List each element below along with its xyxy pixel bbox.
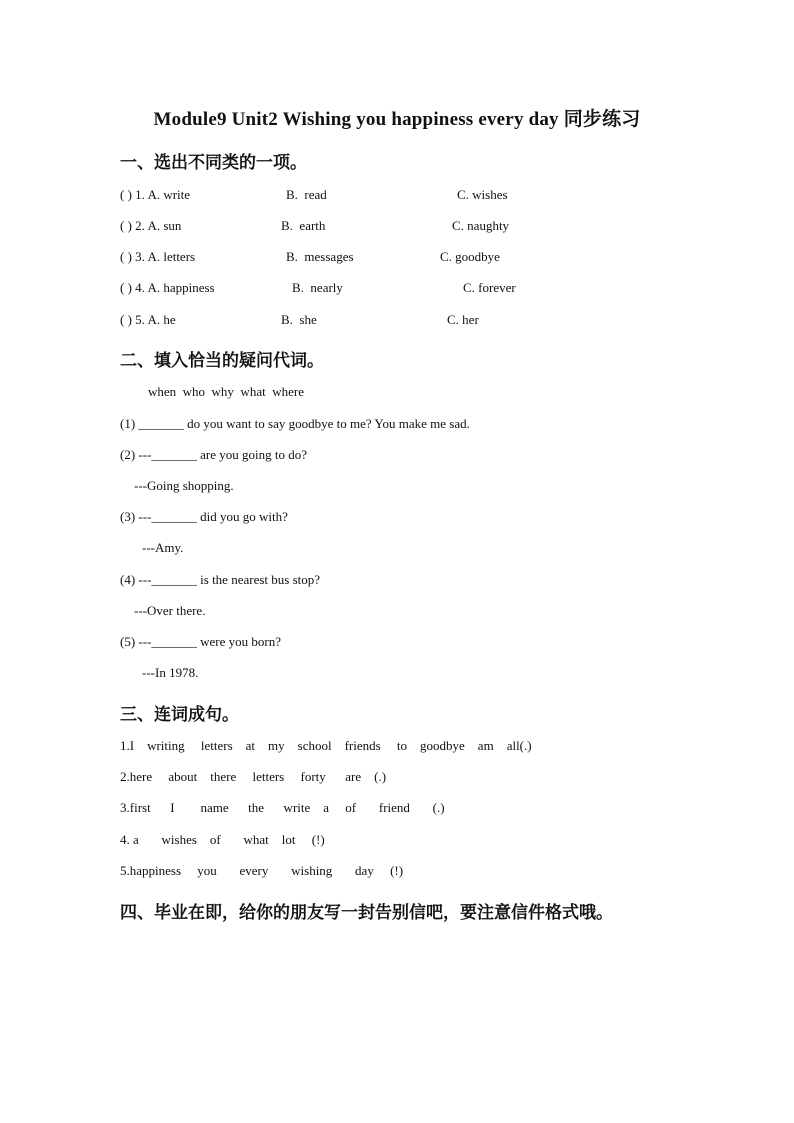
q1-4-option-b: B. nearly xyxy=(292,280,343,295)
sentence-line-3: 3.first I name the write a of friend (.) xyxy=(120,800,445,815)
q1-3-option-c: C. goodbye xyxy=(440,249,500,264)
sentence-line-2: 2.here about there letters forty are (.) xyxy=(120,769,387,784)
q1-5-option-c: C. her xyxy=(447,312,479,327)
q1-2-stem: ( ) 2. A. sun xyxy=(120,218,182,233)
sentence-line-4: 4. a wishes of what lot (!) xyxy=(120,832,325,847)
fill-answer-4: ---Over there. xyxy=(134,603,206,618)
fill-line-2: (2) ---_______ are you going to do? xyxy=(120,447,308,462)
q1-3-option-b: B. messages xyxy=(286,249,354,264)
fill-answer-5: ---In 1978. xyxy=(142,665,199,680)
sentence-line-1: 1.I writing letters at my school friends to goodbye am all(.) xyxy=(120,738,532,753)
word-bank: when who why what where xyxy=(148,384,304,399)
q1-1-option-c: C. wishes xyxy=(457,187,508,202)
q1-2-option-c: C. naughty xyxy=(452,218,510,233)
section4-heading: 四、毕业在即，给你的朋友写一封告别信吧，要注意信件格式哦。 xyxy=(120,903,613,923)
fill-line-5: (5) ---_______ were you born? xyxy=(120,634,282,649)
q1-1-option-b: B. read xyxy=(286,187,327,202)
q1-3-stem: ( ) 3. A. letters xyxy=(120,249,196,264)
sentence-line-5: 5.happiness you every wishing day (!) xyxy=(120,863,404,878)
fill-line-3: (3) ---_______ did you go with? xyxy=(120,509,288,524)
fill-answer-3: ---Amy. xyxy=(142,540,184,555)
fill-answer-2: ---Going shopping. xyxy=(134,478,234,493)
page-title: Module9 Unit2 Wishing you happiness every day 同步练习 xyxy=(153,109,641,130)
q1-5-stem: ( ) 5. A. he xyxy=(120,312,176,327)
section2-heading: 二、填入恰当的疑问代词。 xyxy=(120,351,324,371)
q1-2-option-b: B. earth xyxy=(281,218,326,233)
fill-line-1: (1) _______ do you want to say goodbye to me? You make me sad. xyxy=(120,416,470,431)
section1-heading: 一、选出不同类的一项。 xyxy=(120,153,307,173)
q1-4-stem: ( ) 4. A. happiness xyxy=(120,280,215,295)
section3-heading: 三、连词成句。 xyxy=(120,705,239,725)
q1-5-option-b: B. she xyxy=(281,312,317,327)
q1-4-option-c: C. forever xyxy=(463,280,516,295)
q1-1-stem: ( ) 1. A. write xyxy=(120,187,191,202)
fill-line-4: (4) ---_______ is the nearest bus stop? xyxy=(120,572,321,587)
